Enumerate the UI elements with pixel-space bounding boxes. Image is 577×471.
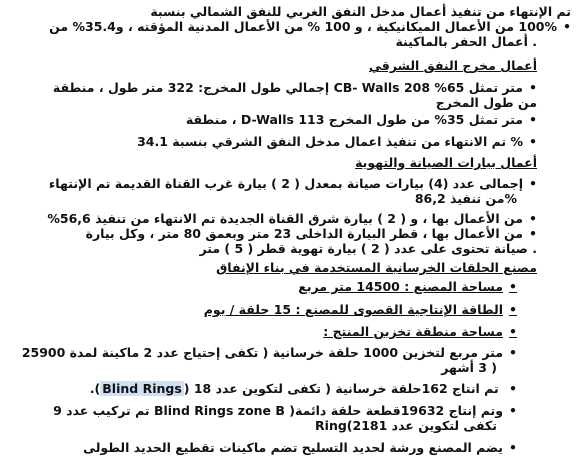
factory-capacity: • الطاقة الإنتاجية القصوى للمصنع : 15 حلقة / يوم <box>204 302 517 317</box>
paragraph-1-line-1: تم الإنتهاء من تنفيذ أعمال مدخل النفق الغربي للنفق الشمالي بنسبة <box>150 4 571 19</box>
blind-rings-line-pre: تم انتاج 162حلقة خرسانية ( تكفى لتكوين عدد 18 <box>193 381 499 396</box>
east-exit-item-2: • متر تمثل 35% من طول المخرج 113 D-Walls ، منطقة <box>186 112 537 127</box>
section-factory-heading: مصنع الحلقات الخرسانية المستخدمة في بناء الإنفاق <box>216 260 537 275</box>
paragraph-1-line-2: • 100% من الأعمال الميكانيكية ، و 100 % من الأعمال المدنية المؤقته ، و35.4% من <box>49 19 571 34</box>
wells-item-2-line-1: • من الأعمال بها ، و ( 2 ) بيارة شرق القناة الجديدة تم الانتهاء من تنفيذ 56,6% <box>47 211 537 226</box>
blind-rings-line-post: ). <box>89 381 101 396</box>
wells-item-1-line-2: %من تنفيذ 86,2 <box>414 191 517 206</box>
zone-b-line-1: • وتم إنتاج 19632قطعة حلقة دائمة( Blind Rings zone B تم تركيب عدد 9 <box>53 403 517 418</box>
wells-item-2-line-3: . صيانة تحتوى على عدد ( 2 ) بيارة تهوية قطر ( 5 ) متر <box>199 241 537 256</box>
paragraph-1-line-3: . أعمال الحفر بالماكينة <box>395 34 537 49</box>
section-east-exit-heading: أعمال مخرج النفق الشرقي <box>369 58 537 73</box>
factory-storage-line-2: ( 3 أشهر <box>441 360 497 375</box>
zone-b-line-2: Ring(تكفى لتكوين عدد 2181 <box>315 418 497 433</box>
east-exit-item-3: • % تم الانتهاء من تنفيذ اعمال مدخل النفق الشرقي بنسبة 34.1 <box>137 134 537 149</box>
workshop-line: • يضم المصنع ورشة لحديد التسليح تضم ماكينات تقطيع الحديد الطولى <box>83 440 517 455</box>
wells-item-2-line-2: • من الأعمال بها ، قطر البيارة الداخلى 23 متر وبعمق 80 متر ، وكل بيارة <box>86 226 537 241</box>
blind-rings-highlight: Blind Rings <box>102 381 182 396</box>
section-wells-heading: أعمال بيارات الصيانة والتهوية <box>355 155 537 170</box>
east-exit-item-1-line-2: من طول المخرج <box>435 95 537 110</box>
east-exit-item-1-line-1: • متر تمثل 65% 208 CB- Walls إجمالي طول المخرج: 322 متر طول ، منطقة <box>53 80 537 95</box>
wells-item-1-line-1: • إجمالى عدد (4) بيارات صيانة بمعدل ( 2 ) بيارة غرب القناة القديمة تم الإنتهاء <box>49 176 537 191</box>
blind-rings-line: • تم انتاج 162حلقة خرسانية ( تكفى لتكوين عدد 18 (Blind Rings). <box>90 381 517 396</box>
factory-storage-line-1: • متر مربع لتخزين 1000 حلقة خرسانية ( تكفى إحتياج عدد 2 ماكينة لمدة 25900 <box>22 345 517 360</box>
factory-storage-heading: • مساحة منطقة تخزين المنتج : <box>323 324 517 339</box>
factory-area: • مساحة المصنع : 14500 متر مربع <box>298 279 517 294</box>
